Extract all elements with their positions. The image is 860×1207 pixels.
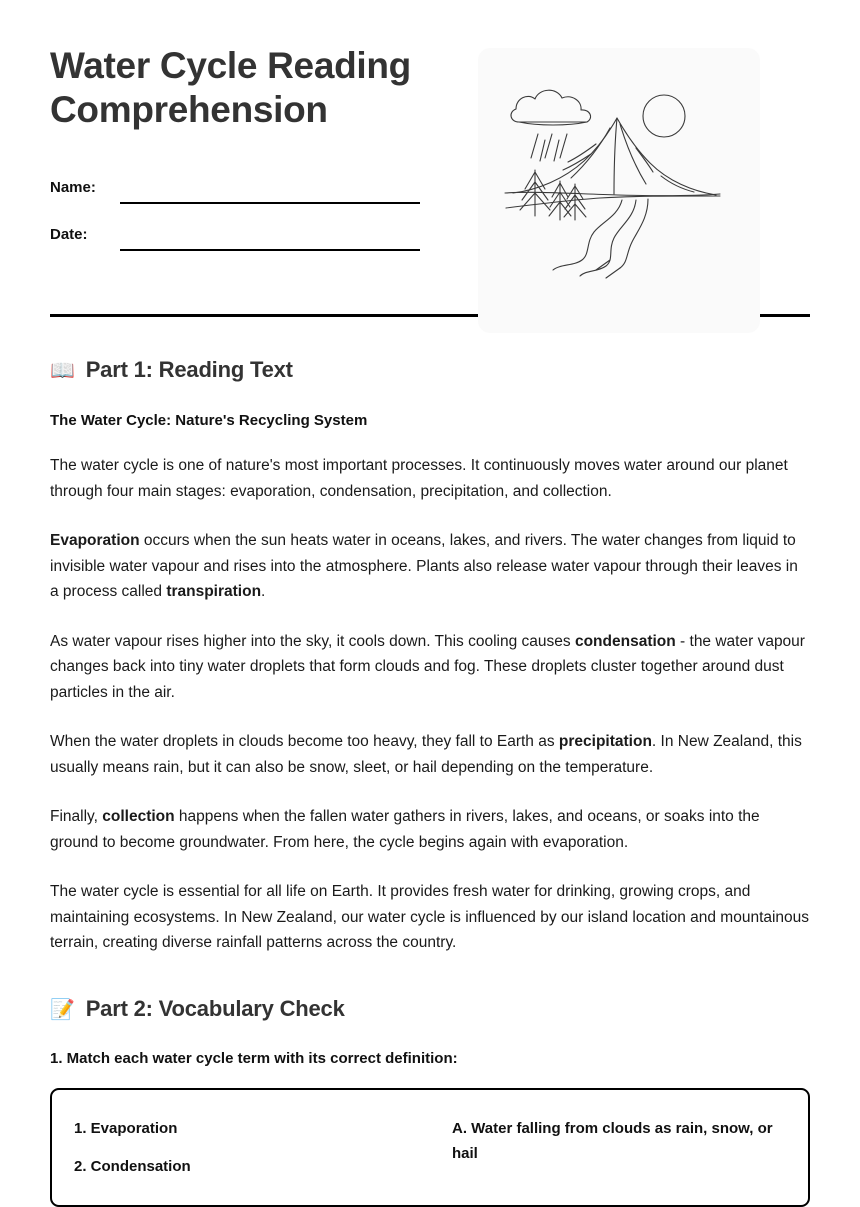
key-term: transpiration <box>166 583 262 600</box>
matching-term[interactable]: 1. Evaporation <box>74 1119 178 1137</box>
reading-paragraph <box>50 879 810 956</box>
name-field-label: Name: <box>50 179 96 196</box>
date-field-row <box>50 217 520 253</box>
matching-definition[interactable]: A. Water falling from clouds as rain, snow, or hail <box>452 1119 773 1162</box>
matching-definitions-column <box>430 1116 786 1179</box>
reading-paragraph <box>50 629 810 706</box>
reading-subheading: The Water Cycle: Nature's Recycling System <box>50 412 368 429</box>
part2-heading <box>50 996 810 1022</box>
reading-paragraph <box>50 528 810 605</box>
open-book-icon: 📖 <box>50 360 75 382</box>
pine-trees-icon <box>520 170 586 220</box>
name-field-row <box>50 170 520 206</box>
rain-cloud-icon <box>511 90 591 161</box>
date-input-line[interactable] <box>120 249 420 251</box>
date-field-label: Date: <box>50 226 88 243</box>
reading-paragraph <box>50 729 810 780</box>
key-term: collection <box>102 808 175 825</box>
mountain-landscape-illustration <box>478 48 760 333</box>
part1-heading <box>50 357 810 383</box>
text-run: occurs when the sun heats water in oceans, lakes, and rivers. The water changes from liquid to invisible water vapour and rises into the atmosphere. Plants also release water vapour through their leaves in a process called <box>50 532 798 600</box>
text-run: . In New Zealand, this usually means rain, but it can also be snow, sleet, or hail depending on the temperature. <box>50 733 802 776</box>
mountain-shape <box>513 118 716 195</box>
matching-terms-column <box>74 1116 430 1179</box>
text-run: - the water vapour changes back into tiny water droplets that form clouds and fog. These droplets cluster together around dust particles in the air. <box>50 632 805 701</box>
key-term: Evaporation <box>50 532 140 549</box>
memo-icon: 📝 <box>50 998 75 1021</box>
text-run: . <box>261 583 266 600</box>
key-term: condensation <box>574 632 676 650</box>
matching-term[interactable]: 2. Condensation <box>74 1157 191 1175</box>
key-term: precipitation <box>558 733 652 750</box>
text-run: When the water droplets in clouds become too heavy, they fall to Earth as <box>50 733 559 750</box>
title-block <box>50 44 520 253</box>
text-run: happens when the fallen water gathers in rivers, lakes, and oceans, or soaks into the ground to become groundwater. From here, the cycle begins again with evaporation. <box>50 808 760 851</box>
page-title: Water Cycle Reading Comprehension <box>50 45 411 130</box>
matching-exercise-box <box>50 1088 810 1207</box>
reading-paragraph <box>50 804 810 855</box>
text-run: The water cycle is one of nature's most important processes. It continuously moves water around our planet through four main stages: evaporation, condensation, precipitation, and collection. <box>50 457 788 500</box>
sun-icon <box>643 95 685 137</box>
text-run: As water vapour rises higher into the sky, it cools down. This cooling causes <box>50 632 575 650</box>
reading-paragraphs <box>50 453 810 956</box>
part1-heading-label: Part 1: Reading Text <box>85 357 293 382</box>
text-run: Finally, <box>50 808 103 825</box>
text-run: The water cycle is essential for all life on Earth. It provides fresh water for drinking, growing crops, and maintaining ecosystems. In New Zealand, our water cycle is influenced by our island location and mountainous terrain, creating diverse rainfall patterns across the country. <box>50 883 810 951</box>
matching-question: 1. Match each water cycle term with its correct definition: <box>50 1049 458 1067</box>
foreground-hill <box>506 196 720 208</box>
name-input-line[interactable] <box>120 202 420 204</box>
part2-heading-label: Part 2: Vocabulary Check <box>85 995 345 1021</box>
reading-paragraph <box>50 453 810 504</box>
worksheet-header <box>50 0 810 300</box>
